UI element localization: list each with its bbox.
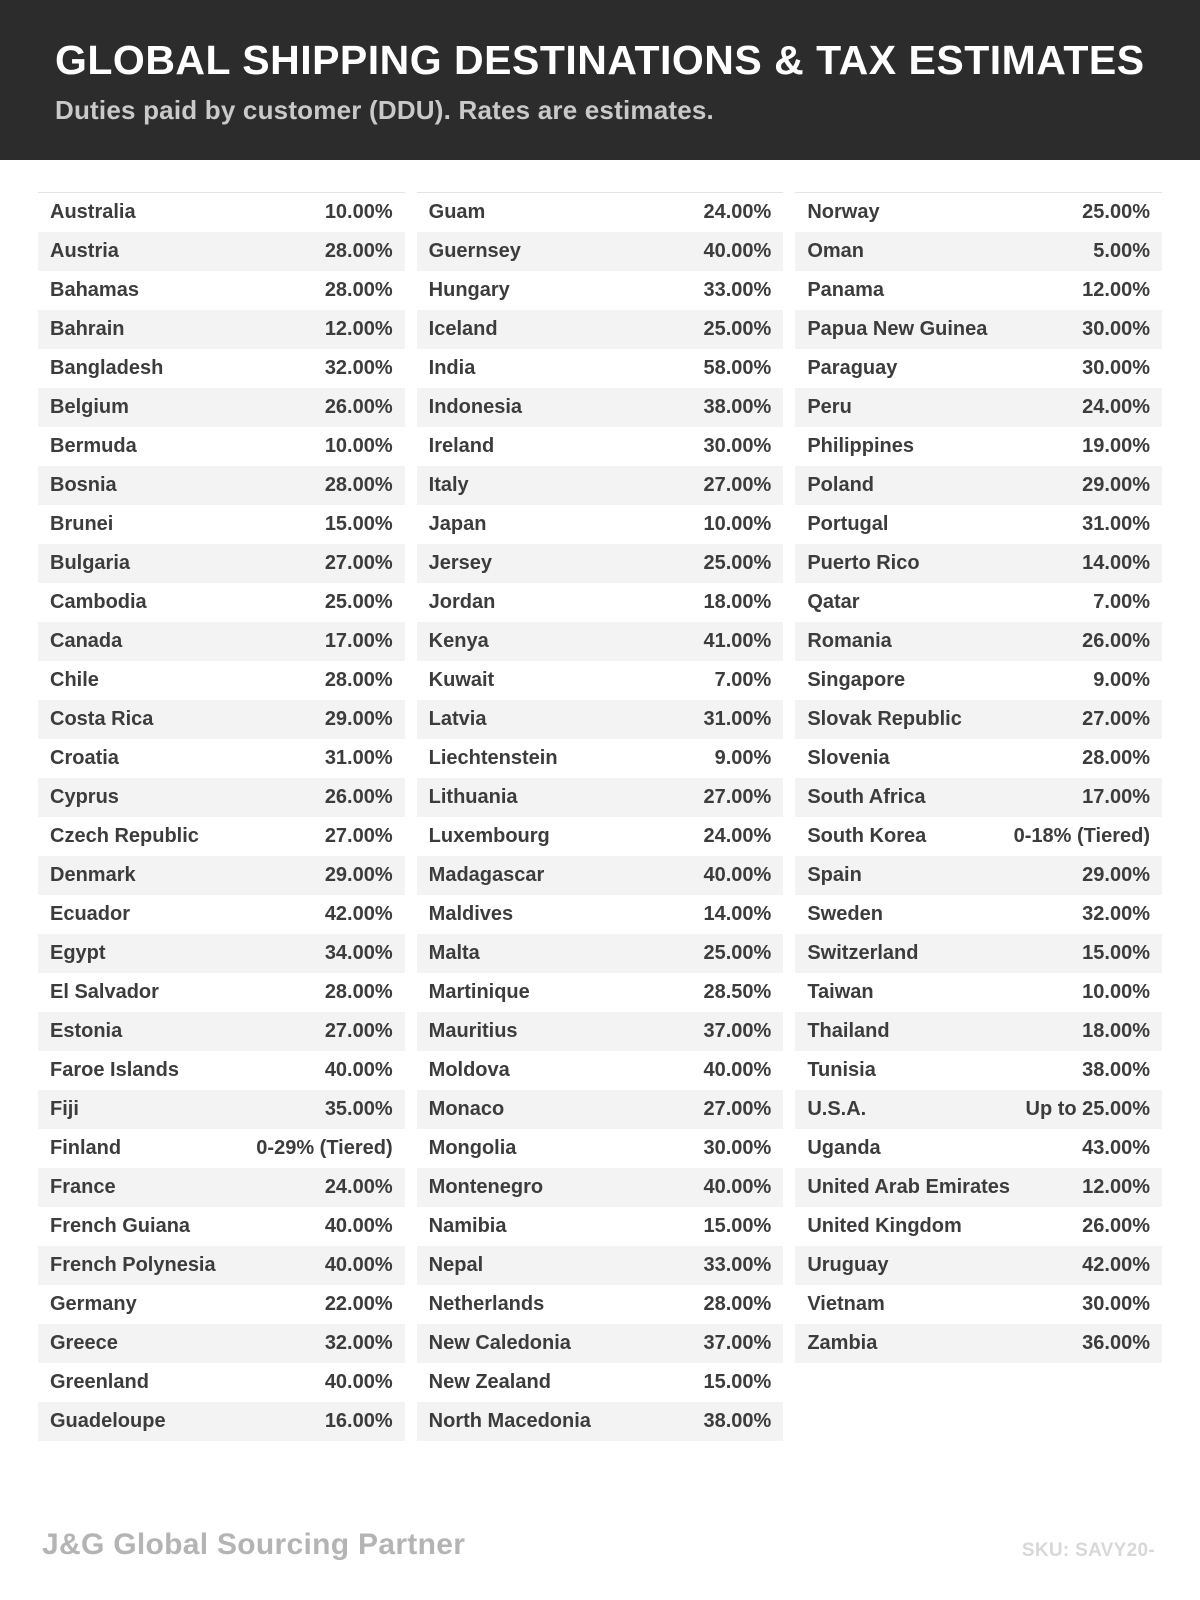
table-row [417, 427, 784, 466]
country-name: New Zealand [428, 1371, 551, 1394]
tax-rate: 28.50% [703, 981, 772, 1004]
country-name: Montenegro [428, 1176, 544, 1199]
table-row [417, 778, 784, 817]
tax-rate: 42.00% [1082, 1254, 1150, 1277]
country-name: Slovak Republic [807, 708, 962, 731]
country-name: Australia [50, 201, 136, 224]
country-name: Cambodia [50, 591, 147, 614]
country-name: Malta [428, 942, 480, 965]
footer [0, 1528, 1200, 1600]
country-name: Martinique [428, 981, 530, 1004]
tax-rate: 27.00% [1082, 708, 1150, 731]
table-row [795, 934, 1162, 973]
country-name: Fiji [50, 1098, 79, 1121]
table-row [417, 973, 784, 1012]
table-row [417, 310, 784, 349]
tax-rate: 37.00% [703, 1020, 772, 1043]
country-name: Jordan [428, 591, 496, 614]
table-row [795, 193, 1162, 232]
country-name: Greenland [50, 1371, 149, 1394]
table-row [38, 817, 405, 856]
tax-rate: 7.00% [1093, 591, 1150, 614]
country-name: Peru [807, 396, 852, 419]
country-name: Iceland [428, 318, 498, 341]
country-name: United Arab Emirates [807, 1176, 1010, 1199]
table-row [38, 934, 405, 973]
tax-rate: 24.00% [703, 825, 772, 848]
tax-rate: 29.00% [1082, 474, 1150, 497]
country-name: New Caledonia [428, 1332, 571, 1355]
table-row [38, 466, 405, 505]
country-name: Romania [807, 630, 892, 653]
country-name: French Guiana [50, 1215, 191, 1238]
tax-rate: 28.00% [324, 474, 393, 497]
tax-rate: 32.00% [324, 1332, 393, 1355]
table-row [38, 193, 405, 232]
tax-rate: 28.00% [324, 669, 393, 692]
country-name: Vietnam [807, 1293, 885, 1316]
table-row [417, 505, 784, 544]
country-name: Uruguay [807, 1254, 889, 1277]
table-row [795, 427, 1162, 466]
country-name: Monaco [428, 1098, 505, 1121]
tax-rate: 30.00% [1082, 357, 1150, 380]
country-name: Egypt [50, 942, 106, 965]
tax-rate: 40.00% [324, 1059, 393, 1082]
tax-rate: 32.00% [324, 357, 393, 380]
country-name: French Polynesia [50, 1254, 216, 1277]
table-row [795, 349, 1162, 388]
table-row [417, 1012, 784, 1051]
table-row [795, 700, 1162, 739]
country-name: Guadeloupe [50, 1410, 166, 1433]
tax-rate: 18.00% [703, 591, 772, 614]
table-row [795, 232, 1162, 271]
tax-rate: 25.00% [703, 552, 772, 575]
country-name: Denmark [50, 864, 136, 887]
country-name: Ireland [428, 435, 495, 458]
table-row [795, 1246, 1162, 1285]
table-row [38, 232, 405, 271]
table-row [38, 973, 405, 1012]
tax-rate: 9.00% [1093, 669, 1150, 692]
tax-rate: 40.00% [703, 240, 772, 263]
table-row [417, 1402, 784, 1441]
tax-rate: 38.00% [703, 1410, 772, 1433]
header-banner [0, 0, 1200, 160]
tax-rate: 40.00% [703, 1059, 772, 1082]
table-row [795, 856, 1162, 895]
tax-rate: 26.00% [1082, 630, 1150, 653]
country-name: Paraguay [807, 357, 898, 380]
tax-rate: 24.00% [1082, 396, 1150, 419]
tax-rate: 26.00% [324, 786, 393, 809]
table-row [38, 856, 405, 895]
table-row [417, 895, 784, 934]
country-name: Kuwait [428, 669, 495, 692]
tax-rate: 16.00% [324, 1410, 393, 1433]
tax-rate: 10.00% [703, 513, 772, 536]
country-name: Bosnia [50, 474, 117, 497]
country-name: Nepal [428, 1254, 484, 1277]
country-name: Oman [807, 240, 865, 263]
country-name: South Korea [807, 825, 927, 848]
table-row [417, 466, 784, 505]
tax-rate: 0-18% (Tiered) [1013, 825, 1150, 848]
country-name: Panama [807, 279, 885, 302]
tax-rate: 17.00% [1082, 786, 1150, 809]
table-row [795, 1207, 1162, 1246]
table-row [417, 700, 784, 739]
country-name: Estonia [50, 1020, 123, 1043]
tax-rate: 12.00% [324, 318, 393, 341]
table-row [38, 739, 405, 778]
country-name: Liechtenstein [428, 747, 558, 770]
table-row [417, 271, 784, 310]
country-name: Germany [50, 1293, 137, 1316]
country-name: Slovenia [807, 747, 890, 770]
table-row [795, 895, 1162, 934]
tax-rate: 32.00% [1082, 903, 1150, 926]
tax-rate: 24.00% [324, 1176, 393, 1199]
table-row [795, 388, 1162, 427]
table-row [38, 1090, 405, 1129]
table-row [38, 700, 405, 739]
country-name: Portugal [807, 513, 889, 536]
table-row [38, 661, 405, 700]
table-row [38, 349, 405, 388]
tax-rate: 18.00% [1082, 1020, 1150, 1043]
table-row [38, 1012, 405, 1051]
table-row [38, 1324, 405, 1363]
tax-rate: 30.00% [703, 435, 772, 458]
table-row [38, 1129, 405, 1168]
table-row [38, 895, 405, 934]
page-subtitle: Duties paid by customer (DDU). Rates are estimates. [55, 95, 714, 126]
tax-rate: 27.00% [703, 474, 772, 497]
country-name: North Macedonia [428, 1410, 591, 1433]
tax-rate: 15.00% [703, 1371, 772, 1394]
table-row [417, 1285, 784, 1324]
table-row [795, 739, 1162, 778]
country-name: Ecuador [50, 903, 131, 926]
tax-rate: 31.00% [703, 708, 772, 731]
table-row [795, 505, 1162, 544]
country-name: Namibia [428, 1215, 507, 1238]
tax-rate: 25.00% [703, 942, 772, 965]
table-row [795, 271, 1162, 310]
country-name: Mongolia [428, 1137, 517, 1160]
tax-rate: 37.00% [703, 1332, 772, 1355]
country-name: Bermuda [50, 435, 137, 458]
country-name: Japan [428, 513, 487, 536]
tax-rate: 40.00% [324, 1371, 393, 1394]
table-row [795, 1090, 1162, 1129]
tax-rate: 27.00% [324, 552, 393, 575]
tax-rate: 29.00% [324, 864, 393, 887]
country-name: El Salvador [50, 981, 159, 1004]
table-row [795, 466, 1162, 505]
brand-text: J&G Global Sourcing Partner [42, 1528, 466, 1561]
tax-rate: Up to 25.00% [1025, 1098, 1150, 1121]
table-row [38, 271, 405, 310]
table-row [417, 1324, 784, 1363]
tax-rate: 10.00% [324, 435, 393, 458]
tax-rate: 29.00% [324, 708, 393, 731]
table-row [417, 1051, 784, 1090]
tax-rate: 19.00% [1082, 435, 1150, 458]
country-name: Italy [428, 474, 469, 497]
table-row [38, 310, 405, 349]
table-row [38, 1285, 405, 1324]
country-name: United Kingdom [807, 1215, 962, 1238]
tax-rate: 27.00% [324, 1020, 393, 1043]
country-name: Croatia [50, 747, 119, 770]
tax-rate: 25.00% [324, 591, 393, 614]
table-row [795, 310, 1162, 349]
country-name: Tunisia [807, 1059, 876, 1082]
country-name: Switzerland [807, 942, 919, 965]
table-row [38, 583, 405, 622]
country-name: Hungary [428, 279, 510, 302]
country-name: Philippines [807, 435, 915, 458]
table-row [38, 1246, 405, 1285]
table-row [38, 505, 405, 544]
table-row [795, 973, 1162, 1012]
table-row [795, 778, 1162, 817]
tax-rate: 12.00% [1082, 1176, 1150, 1199]
table-row [417, 934, 784, 973]
country-name: Qatar [807, 591, 860, 614]
tax-rate: 12.00% [1082, 279, 1150, 302]
tax-rate: 15.00% [324, 513, 393, 536]
tax-rate: 9.00% [714, 747, 772, 770]
tax-rate: 17.00% [324, 630, 393, 653]
tax-rate: 30.00% [703, 1137, 772, 1160]
table-row [795, 1168, 1162, 1207]
country-name: Papua New Guinea [807, 318, 988, 341]
table-row [417, 388, 784, 427]
tax-rate: 25.00% [703, 318, 772, 341]
tax-rate: 27.00% [703, 1098, 772, 1121]
table-row [417, 583, 784, 622]
country-name: Sweden [807, 903, 883, 926]
table-row [417, 193, 784, 232]
table-row [417, 1168, 784, 1207]
tax-rate: 28.00% [324, 240, 393, 263]
tax-rate: 40.00% [324, 1254, 393, 1277]
page-title: GLOBAL SHIPPING DESTINATIONS & TAX ESTIMATES [55, 37, 1145, 83]
table-row [38, 622, 405, 661]
country-name: Cyprus [50, 786, 119, 809]
table-row [795, 622, 1162, 661]
table-row [417, 349, 784, 388]
tax-rate: 27.00% [703, 786, 772, 809]
country-name: Bahrain [50, 318, 125, 341]
rates-column-1 [38, 192, 405, 1441]
table-row [417, 1129, 784, 1168]
country-name: India [428, 357, 476, 380]
country-name: Maldives [428, 903, 514, 926]
country-name: Mauritius [428, 1020, 518, 1043]
country-name: Bangladesh [50, 357, 164, 380]
country-name: Guernsey [428, 240, 521, 263]
country-name: Chile [50, 669, 99, 692]
table-row [38, 778, 405, 817]
table-row [417, 1363, 784, 1402]
tax-rate: 15.00% [1082, 942, 1150, 965]
country-name: Madagascar [428, 864, 545, 887]
country-name: Austria [50, 240, 119, 263]
tax-rate: 33.00% [703, 1254, 772, 1277]
country-name: Brunei [50, 513, 114, 536]
country-name: Belgium [50, 396, 129, 419]
table-row [795, 817, 1162, 856]
tax-rate: 15.00% [703, 1215, 772, 1238]
country-name: Latvia [428, 708, 487, 731]
table-row [417, 817, 784, 856]
tax-rate: 31.00% [1082, 513, 1150, 536]
tax-rate: 38.00% [1082, 1059, 1150, 1082]
table-row [38, 1207, 405, 1246]
tax-rate: 34.00% [324, 942, 393, 965]
country-name: Finland [50, 1137, 122, 1160]
tax-rate: 36.00% [1082, 1332, 1150, 1355]
country-name: Costa Rica [50, 708, 154, 731]
rates-table [0, 160, 1200, 1441]
tax-rate: 14.00% [1082, 552, 1150, 575]
table-row [795, 661, 1162, 700]
tax-rate: 41.00% [703, 630, 772, 653]
tax-rate: 33.00% [703, 279, 772, 302]
country-name: U.S.A. [807, 1098, 867, 1121]
tax-rate: 43.00% [1082, 1137, 1150, 1160]
country-name: Kenya [428, 630, 489, 653]
table-row [795, 544, 1162, 583]
country-name: Faroe Islands [50, 1059, 179, 1082]
country-name: Poland [807, 474, 874, 497]
tax-rate: 10.00% [324, 201, 393, 224]
sku-text: SKU: SAVY20- [1021, 1540, 1155, 1561]
country-name: Indonesia [428, 396, 523, 419]
country-name: Uganda [807, 1137, 881, 1160]
table-row [38, 1363, 405, 1402]
table-row [795, 1051, 1162, 1090]
country-name: Canada [50, 630, 123, 653]
tax-rate: 29.00% [1082, 864, 1150, 887]
tax-rate: 31.00% [324, 747, 393, 770]
tax-rate: 35.00% [324, 1098, 393, 1121]
table-row [417, 232, 784, 271]
country-name: Bulgaria [50, 552, 131, 575]
table-row [38, 388, 405, 427]
country-name: Greece [50, 1332, 118, 1355]
tax-rate: 40.00% [324, 1215, 393, 1238]
tax-rate: 38.00% [703, 396, 772, 419]
table-row [38, 1402, 405, 1441]
country-name: Luxembourg [428, 825, 550, 848]
table-row [38, 1051, 405, 1090]
table-row [795, 583, 1162, 622]
country-name: Czech Republic [50, 825, 199, 848]
tax-rate: 26.00% [324, 396, 393, 419]
country-name: Bahamas [50, 279, 139, 302]
table-row [417, 661, 784, 700]
table-row [38, 1168, 405, 1207]
tax-rate: 22.00% [324, 1293, 393, 1316]
country-name: Lithuania [428, 786, 518, 809]
country-name: France [50, 1176, 116, 1199]
rates-column-2 [417, 192, 784, 1441]
tax-rate: 24.00% [703, 201, 772, 224]
country-name: Taiwan [807, 981, 874, 1004]
tax-rate: 30.00% [1082, 318, 1150, 341]
tax-rate: 30.00% [1082, 1293, 1150, 1316]
tax-rate: 42.00% [324, 903, 393, 926]
table-row [38, 427, 405, 466]
tax-rate: 28.00% [1082, 747, 1150, 770]
country-name: Thailand [807, 1020, 890, 1043]
table-row [795, 1012, 1162, 1051]
tax-rate: 27.00% [324, 825, 393, 848]
tax-rate: 28.00% [324, 279, 393, 302]
table-row [417, 856, 784, 895]
country-name: Netherlands [428, 1293, 545, 1316]
rates-column-3 [795, 192, 1162, 1363]
country-name: Moldova [428, 1059, 510, 1082]
tax-rate: 14.00% [703, 903, 772, 926]
tax-rate: 25.00% [1082, 201, 1150, 224]
tax-rate: 40.00% [703, 864, 772, 887]
table-row [795, 1129, 1162, 1168]
table-row [38, 544, 405, 583]
country-name: Jersey [428, 552, 493, 575]
table-row [417, 1207, 784, 1246]
tax-rate: 26.00% [1082, 1215, 1150, 1238]
country-name: Puerto Rico [807, 552, 920, 575]
tax-rate: 28.00% [703, 1293, 772, 1316]
tax-rate: 10.00% [1082, 981, 1150, 1004]
table-row [417, 544, 784, 583]
table-row [417, 1090, 784, 1129]
country-name: Zambia [807, 1332, 878, 1355]
tax-rate: 40.00% [703, 1176, 772, 1199]
country-name: Norway [807, 201, 880, 224]
country-name: South Africa [807, 786, 926, 809]
table-row [795, 1324, 1162, 1363]
country-name: Spain [807, 864, 862, 887]
tax-rate: 7.00% [714, 669, 772, 692]
table-row [417, 622, 784, 661]
country-name: Singapore [807, 669, 906, 692]
country-name: Guam [428, 201, 486, 224]
tax-rate: 58.00% [703, 357, 772, 380]
tax-rate: 0-29% (Tiered) [256, 1137, 393, 1160]
table-row [417, 739, 784, 778]
table-row [417, 1246, 784, 1285]
tax-rate: 5.00% [1093, 240, 1150, 263]
table-row [795, 1285, 1162, 1324]
tax-rate: 28.00% [324, 981, 393, 1004]
